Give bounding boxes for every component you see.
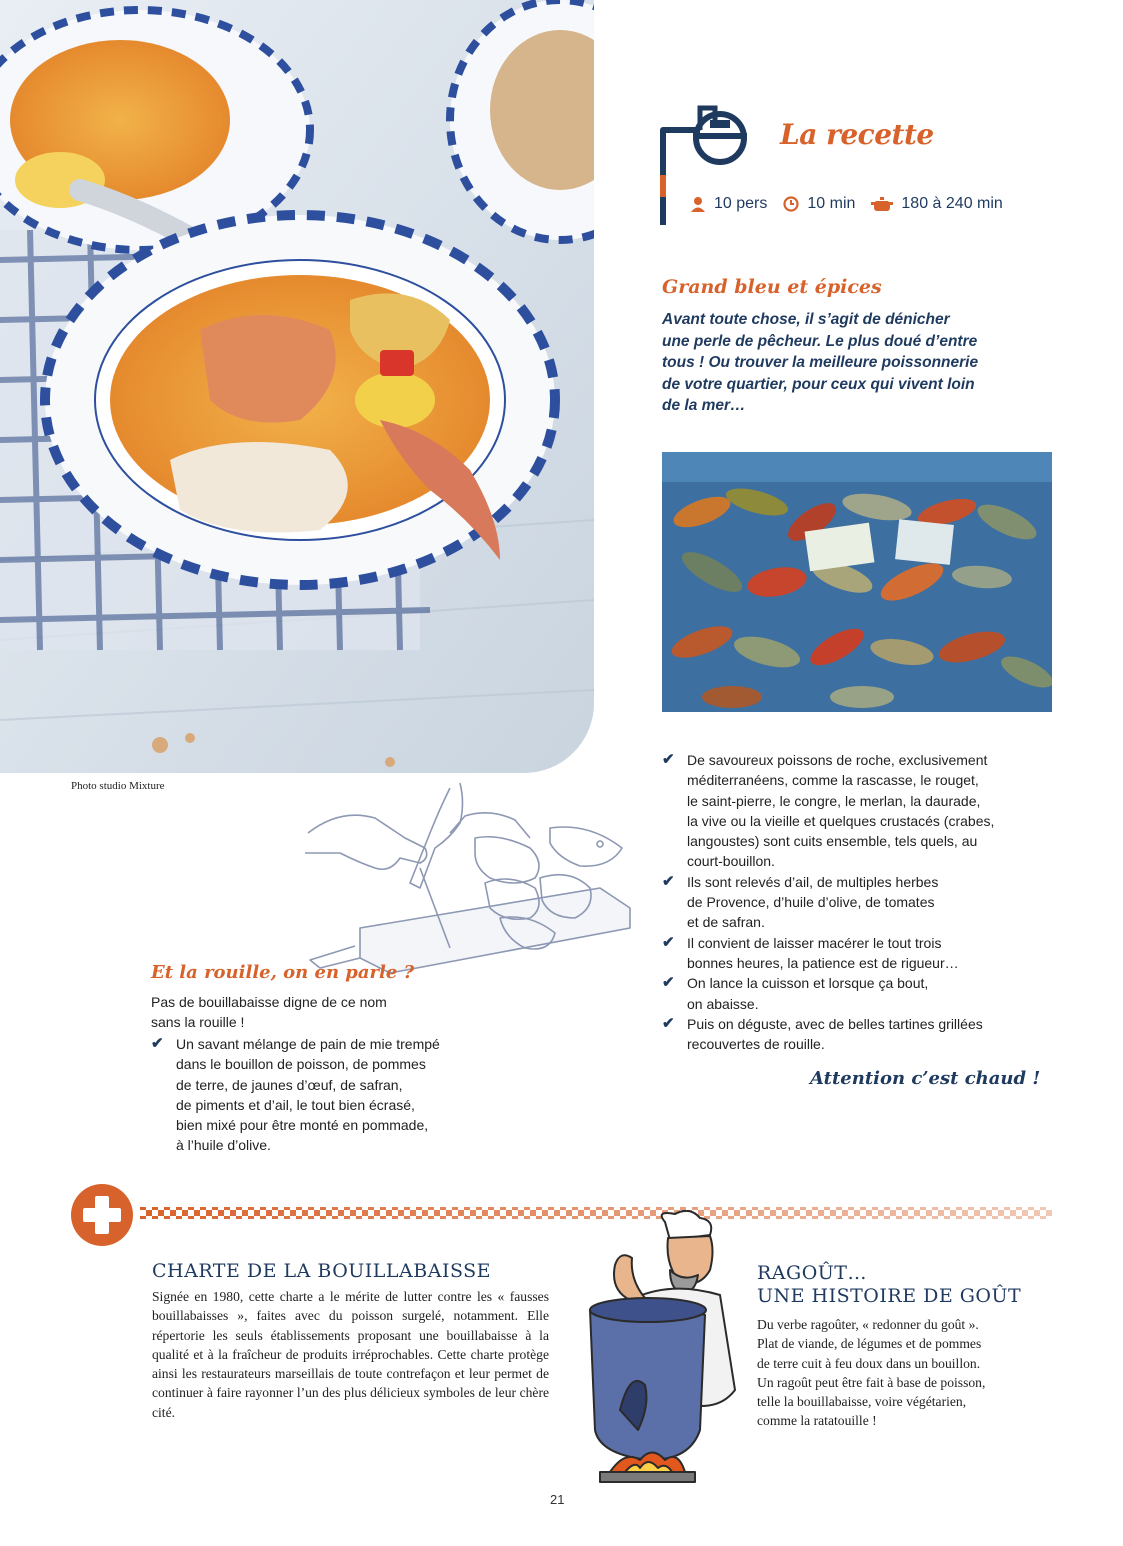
check-icon: ✔ [662, 872, 675, 890]
attention-note: Attention c’est chaud ! [810, 1068, 1041, 1089]
fish-cutting-sketch [300, 778, 640, 988]
clock-icon [783, 196, 799, 212]
list-item: ✔ Ils sont relevés d’ail, de multiples herbes de Provence, d’huile d’olive, de tomates et de safran. [662, 872, 939, 931]
list-item: ✔ On lance la cuisson et lorsque ça bout, on abaisse. [662, 974, 929, 1012]
charte-title: CHARTE DE LA BOUILLABAISSE [152, 1260, 492, 1282]
check-icon: ✔ [662, 933, 675, 951]
intro-line: de votre quartier, pour ceux qui vivent loin [662, 375, 975, 393]
bouillabaisse-photo [0, 0, 594, 773]
rouille-title: Et la rouille, on en parle ? [151, 962, 415, 983]
intro-text [662, 309, 1047, 417]
check-icon: ✔ [662, 751, 675, 768]
ragout-title: RAGOÛT… UNE HISTOIRE DE GOÛT [757, 1262, 1022, 1307]
check-icon: ✔ [662, 974, 675, 992]
page-number: 21 [550, 1492, 565, 1507]
servings: 10 pers [714, 195, 768, 212]
cook-time: 180 à 240 min [901, 195, 1003, 212]
intro-line: tous ! Ou trouver la meilleure poissonnerie [662, 354, 979, 371]
photo-credit: Photo studio Mixture [71, 780, 165, 792]
intro-line: une perle de pêcheur. Le plus doué d’entre [662, 332, 978, 350]
recipe-title: La recette [780, 118, 934, 151]
ingredients-checklist [662, 750, 1057, 1054]
intro-title: Grand bleu et épices [662, 276, 882, 298]
plus-icon [70, 1183, 134, 1247]
chef-illustration [570, 1210, 750, 1500]
ragout-text: Du verbe ragoûter, « redonner du goût ». Plat de viande, de légumes et de pommes de terre cuit à feu doux dans un bouillon. Un ragoût peut être fait à base de poisson, telle la bouillabaisse, voire végétarien, comme la ratatouille ! [757, 1317, 986, 1429]
list-item: ✔ Il convient de laisser macérer le tout trois bonnes heures, la patience est de rigueur… [662, 933, 959, 971]
rouille-intro: Pas de bouillabaisse digne de ce nom sans la rouille ! [151, 994, 387, 1031]
recipe-meta [690, 195, 1003, 213]
person-icon [690, 196, 706, 212]
list-item: ✔ Un savant mélange de pain de mie trempé dans le bouillon de poisson, de pommes de terre, de jaunes d’œuf, de safran, de piments et d’ail, le tout bien écrasé, bien mixé pour être monté en pommade, à l’huile d’olive. [151, 1035, 440, 1154]
intro-line: Avant toute chose, il s’agit de dénicher [662, 311, 950, 328]
list-item: ✔ De savoureux poissons de roche, exclusivement méditerranéens, comme la rascasse, le rouget, le saint-pierre, le congre, le merlan, la daurade, la vive ou la vieille et quelques crustacés (crabes, langoustes) sont cuits ensemble, tels quels, au court-bouillon. [662, 751, 995, 870]
charte-text: Signée en 1980, cette charte a le mérite de lutter contre les « fausses bouillabaisses », faites avec du poisson surgelé, notamment. Elle répertorie les seuls établissements proposant une bouillabaisse à la qualité et à la fraîcheur de produits irréprochables. Cette charte protège ainsi les restaurateurs marseillais de toute contrefaçon et leur permet de continuer à faire rayonner l’un des plus délicieux symboles de leur chère cité. [152, 1289, 549, 1420]
rouille-list [151, 1034, 481, 1156]
fish-market-photo [662, 452, 1052, 712]
prep-time: 10 min [807, 195, 856, 212]
check-icon: ✔ [662, 1014, 675, 1032]
intro-line: de la mer… [662, 397, 746, 414]
pot-icon [871, 196, 893, 212]
list-item: ✔ Puis on déguste, avec de belles tartines grillées recouvertes de rouille. [662, 1014, 983, 1053]
check-icon: ✔ [151, 1035, 164, 1052]
